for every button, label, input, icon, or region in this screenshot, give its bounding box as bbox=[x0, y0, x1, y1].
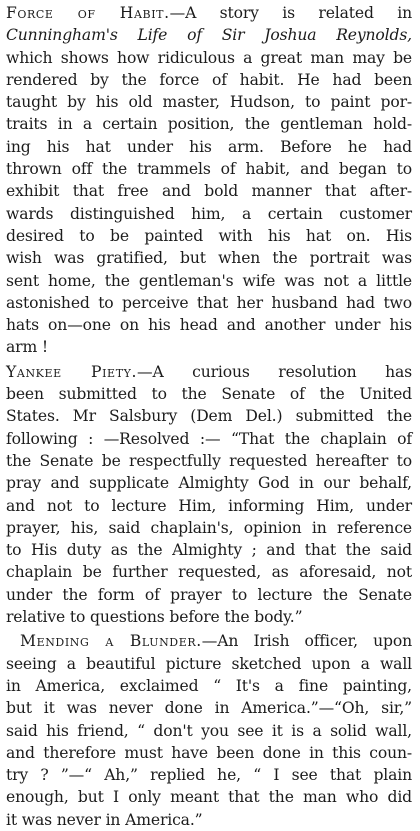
article-line: exhibit that free and bold manner that after- bbox=[6, 182, 412, 201]
article-line: hats on—one on his head and another under his bbox=[6, 316, 412, 335]
article-line: thrown off the trammels of habit, and began to bbox=[6, 160, 412, 179]
article-line: relative to questions before the body.” bbox=[6, 608, 303, 627]
article-line: to His duty as the Almighty ; and that the said bbox=[6, 541, 412, 560]
article-line: traits in a certain position, the gentleman hold- bbox=[6, 115, 412, 134]
article-line: and not to lecture Him, informing Him, under bbox=[6, 496, 412, 515]
article-heading: Force of Habit. bbox=[6, 4, 170, 22]
article-line: rendered by the force of habit. He had been bbox=[6, 70, 412, 89]
article-mending-a-blunder bbox=[6, 630, 412, 831]
newspaper-column bbox=[6, 2, 412, 829]
article-line: the Senate be respectfully requested hereafter to bbox=[6, 451, 412, 470]
article-line: taught by his old master, Hudson, to paint por- bbox=[6, 93, 412, 112]
article-line: States. Mr Salsbury (Dem Del.) submitted the bbox=[6, 407, 412, 426]
article-line: in America, exclaimed “ It's a fine painting, bbox=[6, 676, 412, 695]
article-line: said his friend, “ don't you see it is a solid wall, bbox=[6, 721, 412, 740]
article-line: sent home, the gentleman's wife was not a little bbox=[6, 271, 412, 290]
article-line: chaplain be further requested, as aforesaid, not bbox=[6, 563, 412, 582]
article-line: following : —Resolved :— “That the chaplain of bbox=[6, 429, 412, 448]
article-line: but it was never done in America.”—“Oh, sir,” bbox=[6, 699, 412, 718]
article-line: Cunningham's Life of Sir Joshua Reynolds, bbox=[6, 26, 412, 45]
article-force-of-habit bbox=[6, 2, 412, 359]
article-line: which shows how ridiculous a great man may be bbox=[6, 48, 412, 67]
article-line: arm ! bbox=[6, 338, 49, 357]
article-line: under the form of prayer to lecture the Senate bbox=[6, 585, 412, 604]
article-line: and therefore must have been done in this coun- bbox=[6, 743, 412, 762]
article-line: desired to be painted with his hat on. His bbox=[6, 226, 412, 245]
article-line: Force of Habit.—A story is related in bbox=[6, 4, 412, 22]
article-heading: Mending a Blunder. bbox=[20, 632, 202, 651]
article-line: seeing a beautiful picture sketched upon a wall bbox=[6, 654, 412, 673]
article-line: astonished to perceive that her husband had two bbox=[6, 293, 412, 312]
article-line: Mending a Blunder.—An Irish officer, upon bbox=[20, 632, 412, 651]
article-line: been submitted to the Senate of the United bbox=[6, 385, 412, 404]
article-line: wish was gratified, but when the portrait was bbox=[6, 249, 412, 268]
article-line: Yankee Piety.—A curious resolution has bbox=[6, 362, 412, 381]
article-line: it was never in America.” bbox=[6, 810, 203, 829]
article-line: try ? ”—“ Ah,” replied he, “ I see that plain bbox=[6, 766, 412, 785]
article-line: wards distinguished him, a certain customer bbox=[6, 204, 412, 223]
article-line: pray and supplicate Almighty God in our behalf, bbox=[6, 474, 412, 493]
article-line: ing his hat under his arm. Before he had bbox=[6, 137, 412, 156]
article-heading: Yankee Piety. bbox=[6, 362, 138, 381]
article-line: enough, but I only meant that the man who did bbox=[6, 788, 412, 807]
article-yankee-piety bbox=[6, 361, 412, 629]
article-line: prayer, his, said chaplain's, opinion in reference bbox=[6, 518, 412, 537]
